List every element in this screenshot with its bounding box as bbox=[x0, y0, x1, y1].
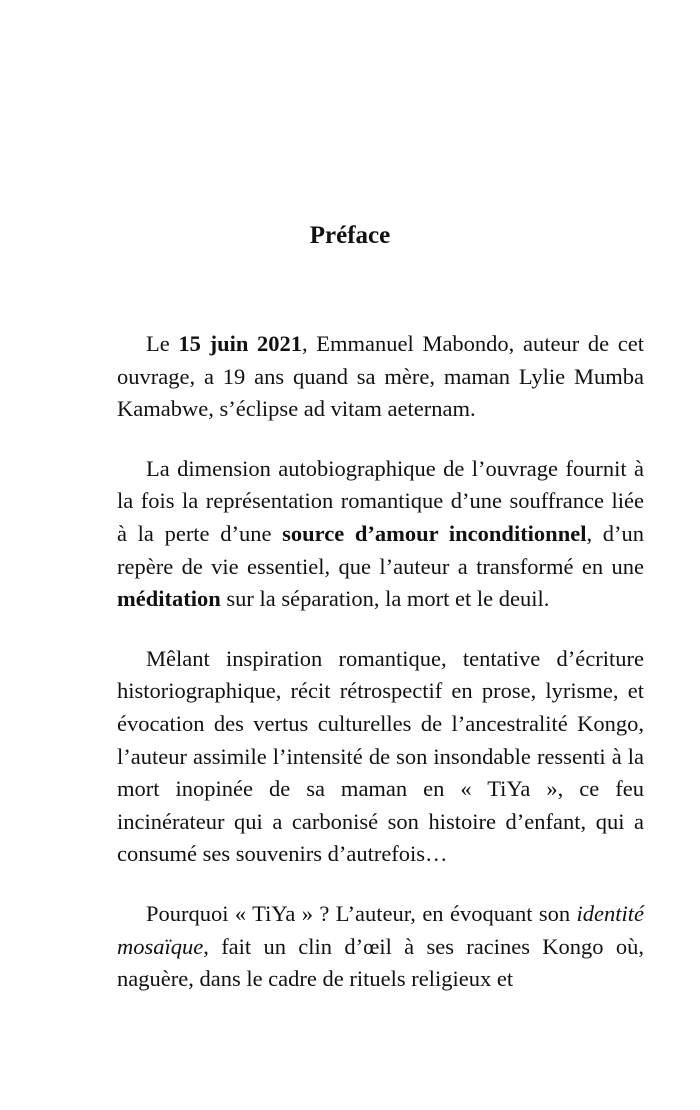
text-run: sur la séparation, la mort et le deuil. bbox=[220, 586, 550, 612]
bold-text: méditation bbox=[117, 586, 221, 612]
bold-text: source d’amour inconditionnel bbox=[282, 520, 587, 546]
text-run: Pourquoi « TiYa » ? L’auteur, en évoquant son bbox=[146, 900, 577, 926]
page-title: Préface bbox=[309, 222, 391, 249]
text-run: Mêlant inspiration romantique, tentative d’écriture historiographique, récit rétrospectif en prose, lyrisme, et évocation des vertus culturelles de l’ancestralité Kongo, l’auteur assimile l’intensité de son insondable ressenti à la mort inopinée de sa maman en « TiYa », ce feu incinérateur qui a carbonisé son histoire d’enfant, qui a consumé ses souvenirs d’autrefois… bbox=[117, 645, 644, 867]
bold-text: 15 juin 2021 bbox=[178, 331, 303, 356]
text-run: Le bbox=[146, 331, 179, 356]
paragraph-1 bbox=[117, 328, 644, 426]
italic-text: identité mosaïque bbox=[117, 900, 644, 959]
paragraph-4 bbox=[117, 898, 644, 996]
paragraph-2 bbox=[117, 453, 644, 616]
text-run: , Emmanuel Mabondo, auteur de cet ouvrage, a 19 ans quand sa mère, maman Lylie Mumba Kamabwe, s’éclipse ad vitam aeternam. bbox=[117, 331, 644, 422]
text-run: , d’un repère de vie essentiel, que l’auteur a transformé en une bbox=[117, 520, 644, 579]
paragraph-3 bbox=[117, 643, 644, 871]
text-run: La dimension autobiographique de l’ouvrage fournit à la fois la représentation romantique d’une souffrance liée à la perte d’une bbox=[117, 455, 644, 546]
text-run: , fait un clin d’œil à ses racines Kongo où, naguère, dans le cadre de rituels religieux et bbox=[117, 933, 644, 992]
preface-body bbox=[117, 328, 644, 1023]
